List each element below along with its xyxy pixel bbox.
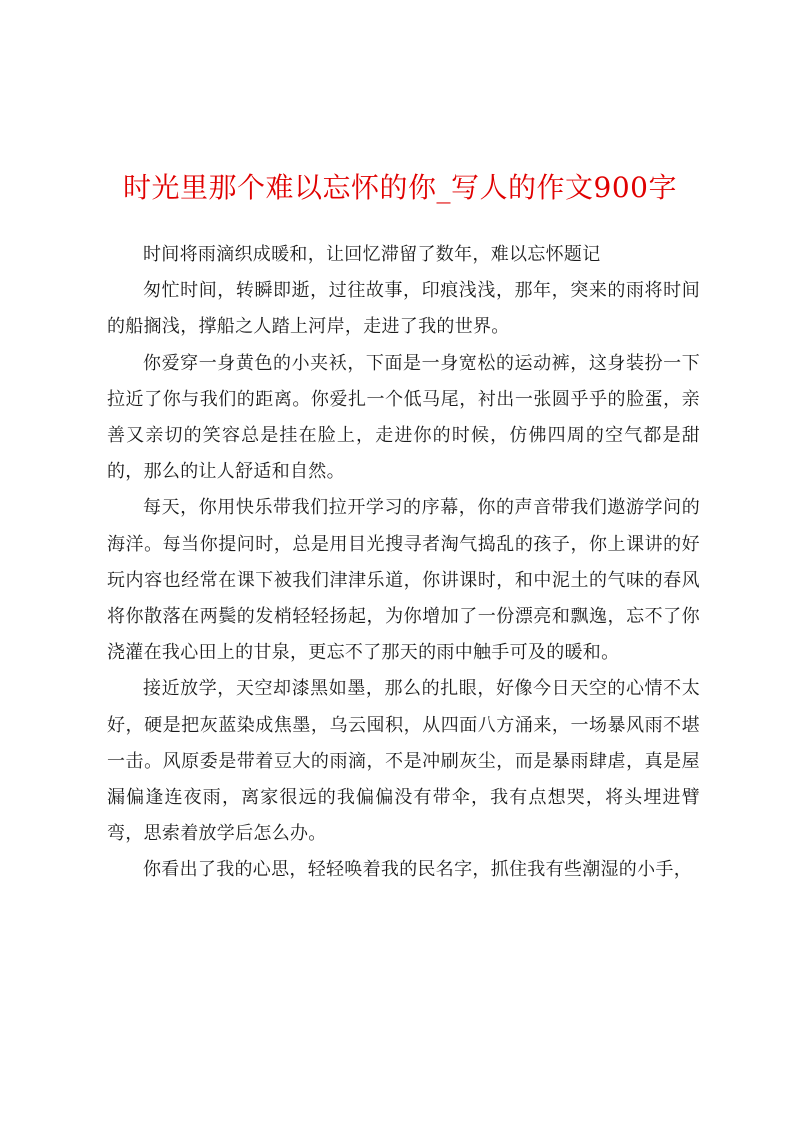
paragraph: 你看出了我的心思，轻轻唤着我的民名字，抓住我有些潮湿的小手，	[143, 859, 692, 881]
paragraph: 匆忙时间，转瞬即逝，过往故事，印痕浅浅，那年，突来的雨将时间的船搁浅，撑船之人踏上河岸，走进了我的世界。	[107, 280, 700, 338]
paragraph: 接近放学，天空却漆黑如墨，那么的扎眼，好像今日天空的心情不太好，硬是把灰蓝染成焦墨，乌云囤积，从四面八方涌来，一场暴风雨不堪一击。风原委是带着豆大的雨滴，不是冲刷灰尘，而是暴雨肆虐，真是屋漏偏逢连夜雨，离家很远的我偏偏没有带伞，我有点想哭，将头埋进臂弯，思索着放学后怎么办。	[107, 678, 700, 845]
paragraph: 每天，你用快乐带我们拉开学习的序幕，你的声音带我们遨游学问的海洋。每当你提问时，总是用目光搜寻者淘气捣乱的孩子，你上课讲的好玩内容也经常在课下被我们津津乐道，你讲课时，和中泥土的气味的春风将你散落在两鬓的发梢轻轻扬起，为你增加了一份漂亮和飘逸，忘不了你浇灌在我心田上的甘泉，更忘不了那天的雨中触手可及的暖和。	[107, 497, 700, 664]
document-title: 时光里那个难以忘怀的你_写人的作文900字	[123, 171, 677, 204]
document-body	[107, 237, 700, 889]
paragraph: 你爱穿一身黄色的小夹袄，下面是一身宽松的运动裤，这身装扮一下拉近了你与我们的距离。你爱扎一个低马尾，衬出一张圆乎乎的脸蛋，亲善又亲切的笑容总是挂在脸上，走进你的时候，仿佛四周的空气都是甜的，那么的让人舒适和自然。	[107, 352, 700, 483]
paragraph: 时间将雨滴织成暖和，让回忆滞留了数年，难以忘怀题记	[143, 244, 601, 265]
